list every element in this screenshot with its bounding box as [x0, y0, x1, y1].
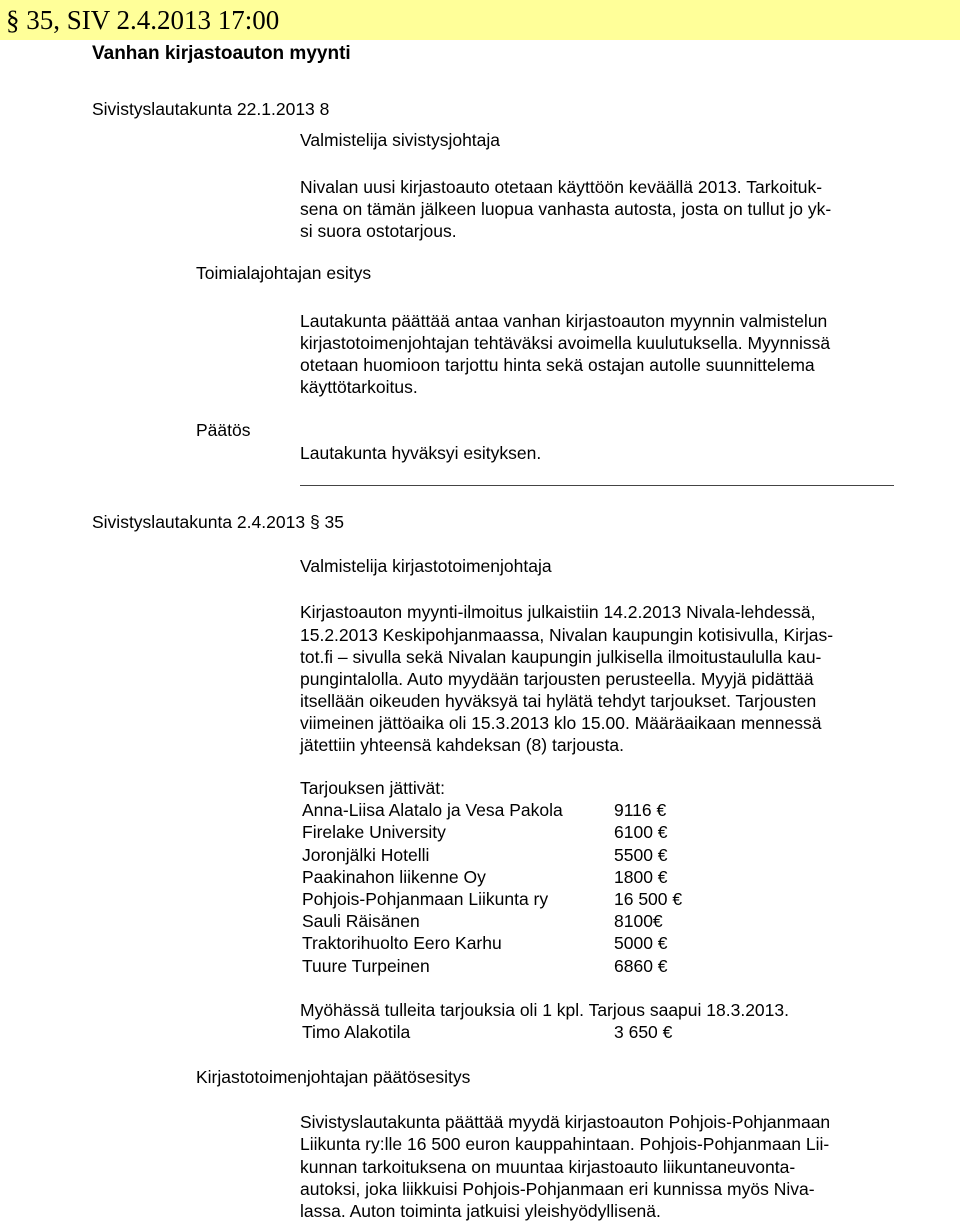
text-line: kunnan tarkoituksena on muuntaa kirjastoauto liikuntaneuvonta- [300, 1157, 796, 1177]
offer-amount: 6860 € [614, 956, 668, 976]
text-line: si suora ostotarjous. [300, 221, 457, 241]
meeting1-decision: Lautakunta hyväksyi esityksen. [300, 443, 542, 463]
offer-amount: 6100 € [614, 822, 668, 842]
text-line: sena on tämän jälkeen luopua vanhasta autosta, josta on tullut jo yk- [300, 199, 832, 219]
document-title: Vanhan kirjastoauton myynti [92, 43, 351, 64]
offer-name: Anna-Liisa Alatalo ja Vesa Pakola [302, 800, 563, 820]
late-offer-amount: 3 650 € [614, 1022, 673, 1042]
offer-name: Firelake University [302, 822, 446, 842]
text-line: viimeinen jättöaika oli 15.3.2013 klo 15.00. Määräaikaan mennessä [300, 713, 822, 733]
offer-name: Tuure Turpeinen [302, 956, 430, 976]
text-line: jätettiin yhteensä kahdeksan (8) tarjousta. [300, 735, 624, 755]
offer-amount: 5500 € [614, 845, 668, 865]
text-line: käyttötarkoitus. [300, 377, 418, 397]
meeting1-decision-label: Päätös [196, 420, 251, 440]
offer-amount: 5000 € [614, 933, 668, 953]
offers-label: Tarjouksen jättivät: [300, 778, 445, 798]
meeting2-section-number: 35 [324, 512, 345, 532]
text-line: Nivalan uusi kirjastoauto otetaan käyttöön keväällä 2013. Tarkoituk- [300, 177, 823, 197]
header-date: 35, SIV 2.4.2013 17:00 [26, 5, 280, 35]
offer-name: Sauli Räisänen [302, 911, 420, 931]
offer-name: Pohjois-Pohjanmaan Liikunta ry [302, 889, 549, 909]
late-offer-name: Timo Alakotila [302, 1022, 411, 1042]
text-line: Kirjastoauton myynti-ilmoitus julkaistiin 14.2.2013 Nivala-lehdessä, [300, 602, 816, 622]
text-line: lassa. Auton toiminta jatkuisi yleishyödyllisenä. [300, 1201, 661, 1221]
offer-amount: 16 500 € [614, 889, 683, 909]
text-line: Liikunta ry:lle 16 500 euron kauppahintaan. Pohjois-Pohjanmaan Lii- [300, 1134, 830, 1154]
text-line: Sivistyslautakunta päättää myydä kirjastoauton Pohjois-Pohjanmaan [300, 1112, 831, 1132]
meeting2-heading-text: Sivistyslautakunta 2.4.2013 [92, 512, 306, 532]
text-line: 15.2.2013 Keskipohjanmaassa, Nivalan kaupungin kotisivulla, Kirjas- [300, 625, 834, 645]
text-line: tot.fi – sivulla sekä Nivalan kaupungin julkisella ilmoitustaululla kau- [300, 647, 822, 667]
late-offer-note: Myöhässä tulleita tarjouksia oli 1 kpl. Tarjous saapui 18.3.2013. [300, 1000, 789, 1020]
offer-name: Traktorihuolto Eero Karhu [302, 933, 502, 953]
offer-amount: 1800 € [614, 867, 668, 887]
meeting2-preparer: Valmistelija kirjastotoimenjohtaja [300, 556, 552, 576]
text-line: pungintalolla. Auto myydään tarjousten perusteella. Myyjä pidättää [300, 669, 814, 689]
offer-amount: 9116 € [614, 800, 667, 820]
meeting2-proposal-label: Kirjastotoimenjohtajan päätösesitys [196, 1067, 471, 1087]
meeting1-preparer: Valmistelija sivistysjohtaja [300, 130, 501, 150]
offer-amount: 8100€ [614, 911, 663, 931]
section-mark: § [6, 5, 20, 35]
meeting2-heading [92, 512, 344, 533]
meeting1-heading: Sivistyslautakunta 22.1.2013 8 [92, 99, 330, 119]
offer-name: Joronjälki Hotelli [302, 845, 430, 865]
text-line: itsellään oikeuden hyväksyä tai hylätä tehdyt tarjoukset. Tarjousten [300, 691, 817, 711]
text-line: autoksi, joka liikkuisi Pohjois-Pohjanmaan eri kunnissa myös Niva- [300, 1179, 815, 1199]
header-text [6, 5, 279, 36]
section-divider [300, 485, 894, 486]
text-line: otetaan huomioon tarjottu hinta sekä ostajan autolle suunnittelema [300, 355, 815, 375]
offer-name: Paakinahon liikenne Oy [302, 867, 486, 887]
meeting1-proposal-label: Toimialajohtajan esitys [196, 263, 372, 283]
text-line: kirjastotoimenjohtajan tehtäväksi avoimella kuulutuksella. Myynnissä [300, 333, 831, 353]
text-line: Lautakunta päättää antaa vanhan kirjastoauton myynnin valmistelun [300, 311, 828, 331]
meeting2-section-mark: § [309, 512, 320, 532]
